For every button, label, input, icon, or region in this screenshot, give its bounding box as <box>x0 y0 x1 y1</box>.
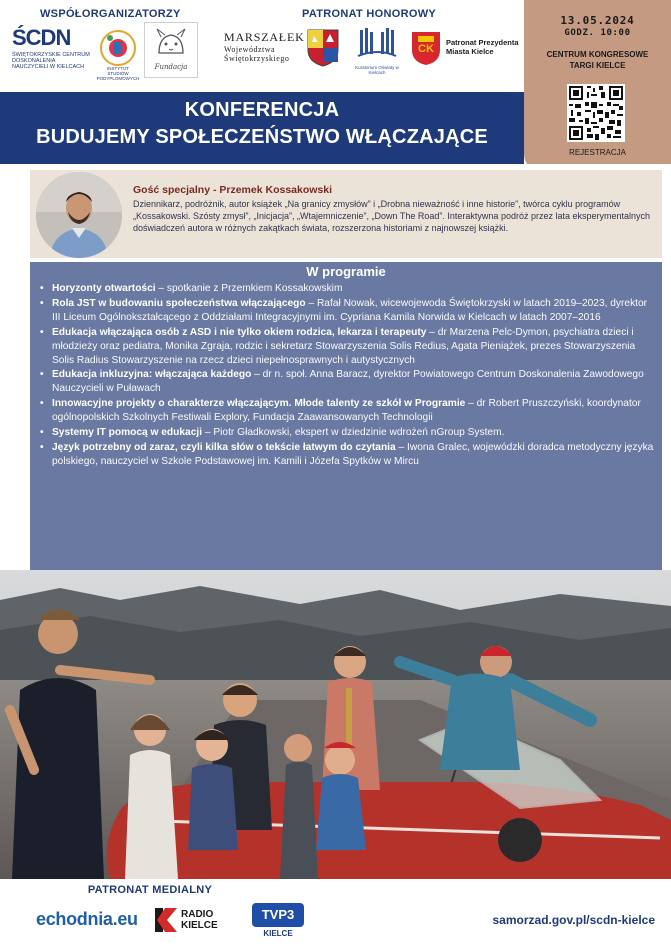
register-label: REJESTRACJA <box>569 148 626 157</box>
program-item-title: Język potrzebny od zaraz, czyli kilka słów o tekście łatwym do czytania <box>52 441 396 453</box>
event-time: GODZ. 10:00 <box>564 28 631 38</box>
radio-line1: RADIO <box>181 909 214 920</box>
scdn-logo <box>12 26 92 80</box>
marshal-line3: Świętokrzyskiego <box>224 54 290 63</box>
foundation-logo-caption: Fundacja <box>154 63 188 71</box>
echodnia-logo-text: echodnia.eu <box>36 909 138 929</box>
echodnia-logo[interactable] <box>36 909 138 930</box>
program-heading: W programie <box>306 264 386 279</box>
program-item-speakers: – dr Robert Pruszczyński, koordynator ogólnopolskich Szkolnych Festiwali Explory, Fundacja Zaawansowanych Technologii <box>52 398 641 424</box>
title-line1: KONFERENCJA <box>184 99 340 121</box>
voivodeship-crest-icon <box>306 28 340 68</box>
website-link[interactable]: samorzad.gov.pl/scdn-kielce <box>492 913 655 927</box>
program-item-title: Rola JST w budowaniu społeczeństwa włączającego <box>52 297 306 309</box>
coorganizers-heading: WSPÓŁORGANIZATORZY <box>40 8 181 20</box>
media-patronage-heading: PATRONAT MEDIALNY <box>87 884 213 896</box>
program-item <box>52 297 656 325</box>
mayor-patronage-text <box>446 38 522 56</box>
program-item-title: Innowacyjne projekty o charakterze włączającym. Młode talenty ze szkół w Programie <box>52 398 466 410</box>
footer <box>0 879 671 949</box>
program-item-title: Horyzonty otwartości <box>52 283 156 294</box>
institute-logo <box>96 24 140 81</box>
program-item <box>52 441 656 469</box>
tvp3-logo[interactable] <box>252 903 304 943</box>
guest-photo <box>36 172 122 258</box>
radio-kielce-logo[interactable] <box>153 906 225 938</box>
books-icon <box>354 26 400 60</box>
title-band <box>0 92 524 164</box>
program-item-speakers: – dr Marzena Pelc-Dymon, psychiatra dzieci i młodzieży oraz pediatra, Monika Zgraja, rodzic i sekretarz Stowarzyszenia Solis Redius, Agata Pieniążek, prezes Stowarzyszenia Solis Radius Stowarzyszenie na rzecz dzieci niepełnosprawnych i autystycznych <box>52 326 636 366</box>
title-line2: BUDUJEMY SPOŁECZEŃSTWO WŁĄCZAJĄCE <box>36 126 488 148</box>
council-logo-caption: Kuratorium Oświaty w Kielcach <box>355 65 399 75</box>
program-item-speakers: – Piotr Gładkowski, ekspert w dziedzinie wdrożeń nGroup System. <box>202 427 505 439</box>
program-item <box>52 326 656 368</box>
program-item <box>52 426 656 440</box>
group-in-car-illustration-icon <box>0 570 671 879</box>
program-item <box>52 397 656 425</box>
guest-portrait-icon <box>36 172 122 258</box>
mayor-line2: Miasta Kielce <box>446 47 494 56</box>
registration-qr-code[interactable] <box>567 84 625 142</box>
foundation-logo <box>144 22 198 78</box>
qr-code-icon <box>567 84 625 142</box>
program-item-title: Systemy IT pomocą w edukacji <box>52 427 203 439</box>
program-list <box>52 282 656 470</box>
guest-description: Dziennikarz, podróżnik, autor książek „Na granicy zmysłów” i „Drobna nieważność i inne historie”, twórca cyklu programów „Kossakowski. Szósty zmysł”, „Inicjacja”, „Wtajemniczenie”, „Down The Road”. Interaktywna podróż przez lata eksperymentalnych doświadczeń autora w różnych zakątkach świata, rozszerzona historiami z najnowszej książki. <box>133 199 651 234</box>
marshal-line1: MARSZAŁEK <box>224 30 305 44</box>
guest-name: Gość specjalny - Przemek Kossakowski <box>133 184 333 196</box>
program-item <box>52 282 656 296</box>
kielce-crest-mark: CK <box>418 43 434 55</box>
scdn-logo-mark: ŚCDN <box>12 25 71 50</box>
tvp3-city: KIELCE <box>263 929 293 938</box>
event-date: 13.05.2024 <box>560 14 635 27</box>
council-logo <box>354 26 400 75</box>
tvp3-badge: TVP3 <box>252 903 304 927</box>
program-item-speakers: – Rafał Nowak, wicewojewoda Świętokrzyski w latach 2019–2023, dyrektor III Liceum Ogólnokształcącego z Oddziałami Integracyjnymi im. Cypriana Kamila Norwida w Kielcach w latach 2007–2016 <box>52 297 648 323</box>
program-item-speakers: – spotkanie z Przemkiem Kossakowskim <box>155 283 343 294</box>
kielce-crest-icon <box>410 30 442 66</box>
marshal-logo <box>224 30 304 70</box>
program-item-speakers: – dr n. społ. Anna Baracz, dyrektor Powiatowego Centrum Doskonalenia Zawodowego Nauczycieli w Puławach <box>52 369 644 395</box>
program-item-title: Edukacja włączająca osób z ASD i nie tylko okiem rodzica, lekarza i terapeuty <box>52 326 427 338</box>
program-section <box>30 262 662 570</box>
institute-logo-caption: INSTYTUT STUDIÓW PODYPLOMOWYCH <box>96 66 140 81</box>
guest-card <box>30 170 662 258</box>
guest-section <box>0 164 671 260</box>
group-photo <box>0 570 671 879</box>
program-item <box>52 368 656 396</box>
patronage-heading: PATRONAT HONOROWY <box>302 8 437 20</box>
marshal-line2: Województwa <box>224 45 276 54</box>
scdn-logo-caption: ŚWIĘTOKRZYSKIE CENTRUM DOSKONALENIA NAUCZYCIELI W KIELCACH <box>12 52 90 70</box>
program-item-speakers: – Iwona Gralec, wojewódzki doradca metodyczny języka polskiego, nauczyciel w Szkole Podstawowej im. Kamili i Józefa Spytków w Mircu <box>52 441 654 467</box>
venue-line1: CENTRUM KONGRESOWE <box>546 50 649 59</box>
mayor-line1: Patronat Prezydenta <box>446 38 519 47</box>
event-info-box <box>524 0 671 172</box>
foundation-dog-icon <box>145 23 197 63</box>
radio-kielce-mark-icon <box>153 906 179 934</box>
venue-line2: TARGI KIELCE <box>569 61 626 70</box>
radio-kielce-text <box>181 909 218 931</box>
program-item-title: Edukacja inkluzyjna: włączająca każdego <box>52 369 252 381</box>
radio-line2: KIELCE <box>181 920 218 931</box>
